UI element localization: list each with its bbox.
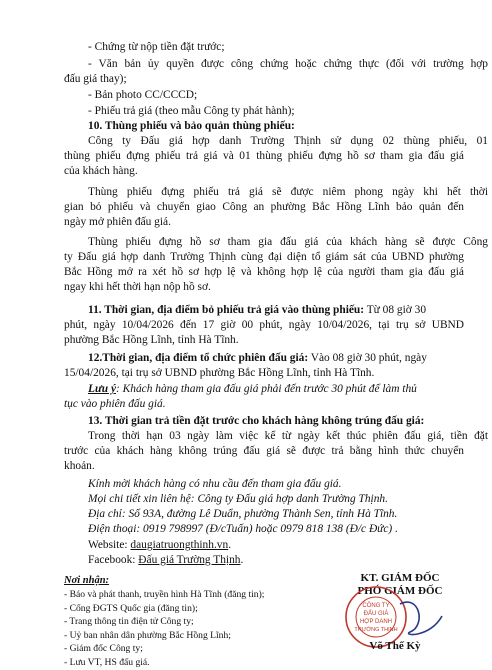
doc-line: - Phiếu trả giá (theo mẫu Công ty phát hành); — [88, 105, 295, 117]
doc-line: Thùng phiếu đựng hồ sơ tham gia đấu giá của khách hàng sẽ được Công — [88, 236, 488, 248]
facebook-link[interactable]: Đấu giá Trường Thịnh — [138, 554, 241, 566]
doc-line: Công ty Đấu giá hợp danh Trường Thịnh sử dụng 02 thùng phiếu, 01 — [88, 135, 488, 147]
stamp-text: TRƯỜNG THỊNH — [354, 627, 398, 633]
stamp-text: CÔNG TY — [362, 603, 390, 609]
doc-line: thùng phiếu đựng phiếu trả giá và 01 thùng phiếu đựng hồ sơ tham gia đấu giá — [64, 150, 464, 162]
doc-line: gian bỏ phiếu và chuyển giao Công an phường Bắc Hồng Lĩnh bảo quản đến — [64, 201, 464, 213]
phone-line: Điện thoại: 0919 798997 (Đ/cTuấn) hoặc 0979 818 138 (Đ/c Đức) . — [88, 523, 398, 535]
doc-line: 15/04/2026, tại trụ sở UBND phường Bắc Hồng Lĩnh, tỉnh Hà Tĩnh. — [64, 367, 375, 379]
section-heading-10: 10. Thùng phiếu và bảo quản thùng phiếu: — [88, 120, 295, 132]
website-label: Website: — [88, 539, 131, 551]
stamp-ring — [346, 587, 406, 647]
company-stamp-icon — [330, 586, 450, 648]
doc-line: phường Bắc Hồng Lĩnh, tỉnh Hà Tĩnh. — [64, 334, 239, 346]
recipient-item: - Uỷ ban nhân dân phường Bắc Hồng Lĩnh; — [64, 629, 231, 641]
recipients-block — [64, 574, 324, 670]
note-label: Lưu ý — [88, 383, 117, 395]
website-tail: . — [228, 539, 232, 551]
facebook-tail: . — [240, 554, 244, 566]
signature-subtitle: PHÓ GIÁM ĐỐC — [357, 585, 443, 597]
doc-line: tục vào phiên đấu giá. — [64, 398, 166, 410]
heading-tail: Từ 08 giờ 30 — [364, 304, 427, 316]
recipients-heading: Nơi nhận: — [64, 575, 110, 586]
doc-line: Trong thời hạn 03 ngày làm việc kể từ ngày kết thúc phiên đấu giá, tiền đặt — [88, 430, 488, 442]
doc-line: ty Đấu giá hợp danh Trường Thịnh cùng đại diện tổ giám sát của UBND phường — [64, 251, 464, 263]
recipient-item: - Giám đốc Công ty; — [64, 643, 143, 655]
recipient-item: - Báo và phát thanh, truyền hình Hà Tĩnh (đăng tin); — [64, 589, 265, 600]
doc-line: Thùng phiếu đựng phiếu trả giá sẽ được niêm phong ngày khi hết thời — [88, 186, 488, 198]
doc-line: - Văn bản ủy quyền được công chứng hoặc chứng thực (đối với trường hợp — [88, 58, 488, 70]
section-heading-13: 13. Thời gian trả tiền đặt trước cho khách hàng không trúng đấu giá: — [88, 415, 425, 427]
doc-line: phút, ngày 10/04/2026 đến 17 giờ 00 phút, ngày 10/04/2026, tại trụ sở UBND — [64, 319, 464, 331]
doc-line: ngày mở phiên đấu giá. — [64, 216, 171, 228]
recipient-item: - Lưu VT, HS đấu giá. — [64, 656, 150, 668]
signer-name: Võ Thế Kỳ — [369, 640, 421, 652]
heading-text: 11. Thời gian, địa điểm bỏ phiếu trả giá vào thùng phiếu: — [88, 304, 365, 316]
section-heading-12 — [88, 351, 488, 365]
recipient-item: - Cổng ĐGTS Quốc gia (đăng tin); — [64, 602, 198, 614]
stamp-text: HỢP DANH — [359, 619, 393, 625]
doc-line: - Chứng từ nộp tiền đặt trước; — [88, 41, 225, 53]
address-line: Địa chỉ: Số 93A, đường Lê Duẩn, phường Thành Sen, tỉnh Hà Tĩnh. — [88, 508, 398, 520]
recipient-item: - Trang thông tin điện tử Công ty; — [64, 616, 194, 628]
facebook-line — [88, 553, 488, 567]
doc-line: Bắc Hồng mở ra xét hồ sơ hợp lệ và không hợp lệ của người tham gia đấu giá — [64, 266, 464, 278]
doc-line: - Bản photo CC/CCCD; — [88, 89, 198, 101]
heading-tail: Vào 08 giờ 30 phút, ngày — [308, 352, 427, 364]
signature-title: KT. GIÁM ĐỐC — [360, 572, 440, 584]
doc-line: của khách hàng. — [64, 165, 138, 177]
doc-line: trước của khách hàng không trúng đấu giá sẽ được trả bằng hình thức chuyển — [64, 445, 464, 457]
facebook-label: Facebook: — [88, 554, 139, 566]
note-line — [88, 382, 488, 396]
stamp-text: ĐẤU GIÁ — [363, 611, 389, 617]
doc-line: khoản. — [64, 460, 95, 472]
doc-line: đấu giá thay); — [64, 73, 127, 85]
heading-text: 12.Thời gian, địa điểm tổ chức phiên đấu giá: — [88, 352, 309, 364]
website-link[interactable]: daugiatruongthinh.vn — [130, 539, 229, 551]
contact-line: Mọi chi tiết xin liên hệ: Công ty Đấu giá hợp danh Trường Thịnh. — [88, 493, 388, 505]
doc-line: ngay khi hết thời hạn nộp hồ sơ. — [64, 281, 211, 293]
section-heading-11 — [88, 303, 488, 317]
website-line — [88, 538, 488, 552]
invite-line: Kính mời khách hàng có nhu cầu đến tham gia đấu giá. — [88, 478, 342, 490]
note-text: : Khách hàng tham gia đấu giá phải đến trước 30 phút để làm thủ — [116, 383, 417, 395]
